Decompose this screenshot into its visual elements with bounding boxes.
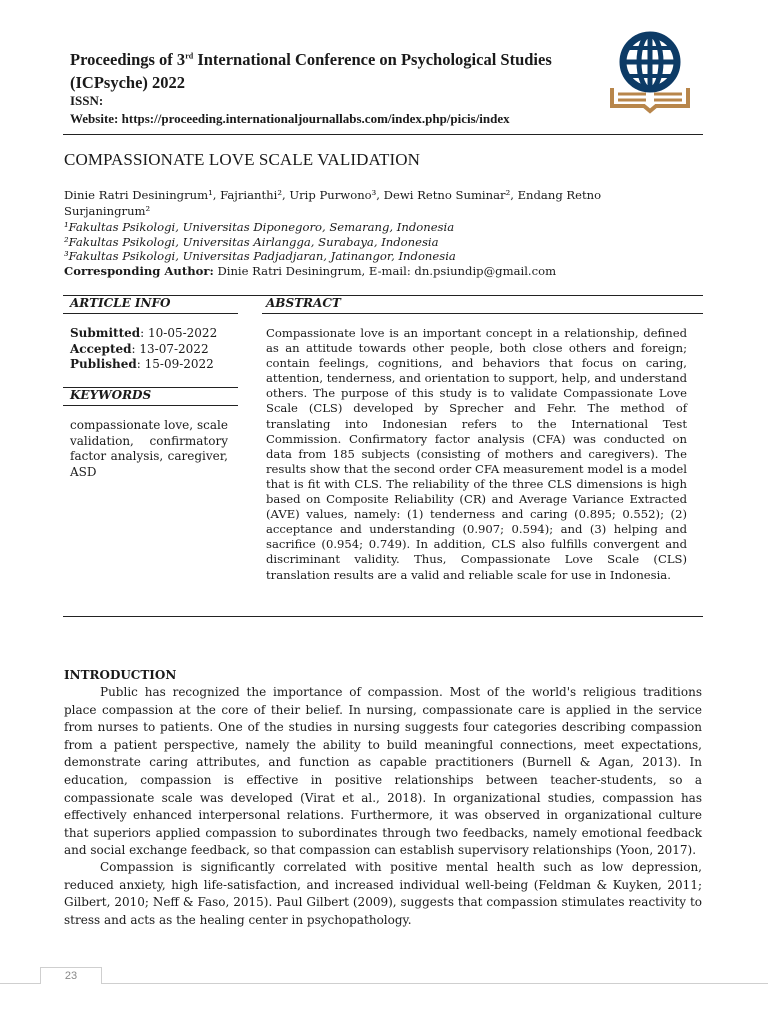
keywords-heading: KEYWORDS: [70, 388, 152, 402]
authors-line: Dinie Ratri Desiningrum¹, Fajrianthi², Urip Purwono³, Dewi Retno Suminar², Endang Retno: [64, 188, 602, 202]
author-list: [64, 188, 634, 219]
corresponding-author: Corresponding Author: Dinie Ratri Desiningrum, E-mail: dn.psiundip@gmail.com: [64, 264, 557, 278]
accepted-date: Accepted: 13-07-2022: [70, 342, 209, 356]
intro-paragraph-2: Compassion is significantly correlated with positive mental health such as low depression, reduced anxiety, high life-satisfaction, and increased individual well-being (Feldman & Kuyken, 2011; Gilbert, 2010; Neff & Faso, 2015). Paul Gilbert (2009), suggests that compassion stimulates reactivity to stress and acts as the healing center in psychopathology.: [64, 860, 702, 927]
globe-book-logo-icon: [606, 28, 694, 114]
website-link[interactable]: Website: https://proceeding.internationaljournallabs.com/index.php/picis/index: [70, 111, 510, 126]
affiliation-3: ³Fakultas Psikologi, Universitas Padjadjaran, Jatinangor, Indonesia: [64, 249, 456, 263]
header-divider: [63, 134, 703, 135]
table-bottom-rule: [63, 616, 703, 617]
submitted-date: Submitted: 10-05-2022: [70, 326, 218, 340]
page-number: 23: [40, 967, 102, 984]
authors-line: Surjaningrum²: [64, 203, 151, 218]
abstract-text: Compassionate love is an important concept in a relationship, defined as an attitude towards other people, both close others and foreign; contain feelings, cognitions, and behaviors that focus on caring, attention, tenderness, and orientation to support, help, and understand others. The purpose of this study is to validate Compassionate Love Scale (CLS) developed by Sprecher and Fehr. The method of translating into Indonesian refers to the International Test Commission. Confirmatory factor analysis (CFA) was conducted on data from 185 subjects (consisting of mothers and caregivers). The results show that the second order CFA measurement model is a model that is fit with CLS. The reliability of the three CLS dimensions is high based on Composite Reliability (CR) and Average Variance Extracted (AVE) values, namely: (1) tenderness and caring (0.895; 0.552); (2) acceptance and understanding (0.907; 0.594); and (3) helping and sacrifice (0.954; 0.749). In addition, CLS also fulfills convergent and discriminant validity. Thus, Compassionate Love Scale (CLS) translation results are a valid and reliable scale for use in Indonesia.: [266, 326, 687, 582]
footer-rule: [0, 983, 768, 984]
intro-paragraph-1: Public has recognized the importance of compassion. Most of the world's religious traditions place compassion at the core of their belief. In nursing, compassionate care is applied in the service from nurses to patients. One of the studies in nursing suggests four categories describing compassion from a patient perspective, namely the ability to build meaningful connections, meet expectations, demonstrate caring attributes, and function as capable practitioners (Burnell & Agan, 2013). In education, compassion is effective in positive relationships between teacher-students, so a compassionate scale was developed (Virat et al., 2018). In organizational studies, compassion has effectively enhanced interpersonal relations. Furthermore, it was observed in organizational culture that superiors applied compassion to subordinates through two feedbacks, namely emotional feedback and social exchange feedback, so that compassion can establish supervisory relationships (Yoon, 2017).: [64, 685, 702, 858]
proceedings-title: Proceedings of 3rd International Conference on Psychological Studies (ICPsyche) 2022: [70, 50, 552, 92]
issn-label: ISSN:: [70, 93, 104, 108]
keywords-list: compassionate love, scale validation, confirmatory factor analysis, caregiver, ASD: [70, 418, 228, 479]
published-date: Published: 15-09-2022: [70, 357, 214, 371]
article-info-heading: ARTICLE INFO: [70, 296, 171, 310]
abstract-rule: [262, 313, 703, 314]
introduction-heading: INTRODUCTION: [64, 668, 177, 682]
abstract-heading: ABSTRACT: [266, 296, 341, 310]
info-rule: [63, 313, 238, 314]
affiliation-2: ²Fakultas Psikologi, Universitas Airlangga, Surabaya, Indonesia: [64, 235, 439, 249]
paper-title: COMPASSIONATE LOVE SCALE VALIDATION: [64, 150, 420, 169]
affiliation-1: ¹Fakultas Psikologi, Universitas Diponegoro, Semarang, Indonesia: [64, 220, 455, 234]
keywords-bottom-rule: [63, 405, 238, 406]
